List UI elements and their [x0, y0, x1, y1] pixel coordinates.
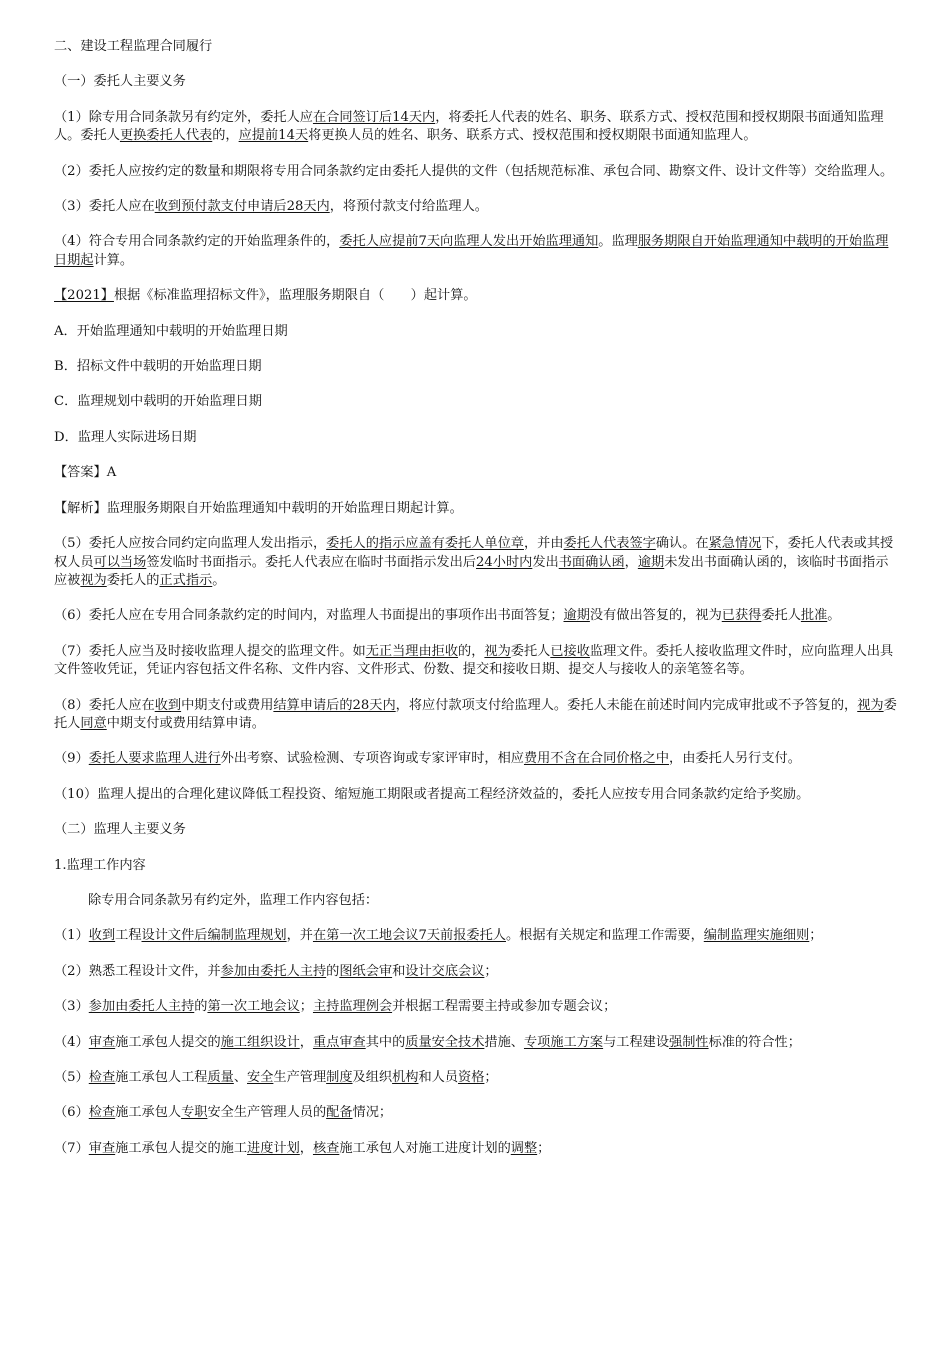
- text-run: 外出考察、试验检测、专项咨询或专家评审时，相应: [220, 751, 524, 767]
- text-run: 其中的: [365, 1034, 406, 1050]
- paragraph: [54, 38, 898, 56]
- text-run: 施工承包人工程: [115, 1070, 208, 1085]
- text-run: 监理文件。委托人接收监理文件时，应向监理人出具文件签收凭证，凭证内容包括文件名称、文件内容、文件形式、份数、提交和接收日期、提交人与接收人的亲笔签名等。: [54, 643, 894, 678]
- text-run: 的: [194, 999, 208, 1015]
- underlined-text: 视为: [484, 643, 511, 659]
- text-run: C．监理规划中载明的开始监理日期: [54, 394, 262, 410]
- text-run: （4）: [54, 1034, 89, 1050]
- paragraph: [54, 287, 898, 305]
- underlined-text: 机构: [392, 1070, 419, 1085]
- underlined-text: 24小时内: [476, 554, 533, 570]
- underlined-text: 费用不含在合同价格之中: [523, 751, 670, 767]
- text-run: 委托人: [54, 697, 897, 731]
- text-run: 中期支付或费用: [181, 697, 274, 713]
- underlined-text: 应提前14天: [238, 128, 309, 144]
- paragraph: [54, 163, 898, 181]
- text-run: （二）监理人主要义务: [54, 822, 186, 838]
- paragraph: [54, 1069, 898, 1087]
- text-run: （9）: [54, 751, 89, 767]
- underlined-text: 收到: [88, 928, 116, 944]
- underlined-text: 第一次工地会议: [207, 999, 300, 1015]
- underlined-text: 视为: [80, 572, 107, 588]
- underlined-text: 专项施工方案: [523, 1034, 604, 1050]
- text-run: 施工承包人提交的: [115, 1034, 221, 1050]
- underlined-text: 委托人要求监理人进行: [88, 751, 221, 767]
- paragraph: [54, 429, 898, 447]
- underlined-text: 书面确认函: [558, 554, 625, 570]
- text-run: 施工承包人提交的施工: [115, 1140, 248, 1156]
- text-run: ，将预付款支付给监理人。: [329, 199, 488, 215]
- text-run: A．开始监理通知中载明的开始监理日期: [54, 323, 288, 339]
- text-run: 二、建设工程监理合同履行: [54, 39, 213, 54]
- underlined-text: 逾期: [563, 608, 590, 624]
- text-run: 将更换人员的姓名、职务、联系方式、授权范围和授权期限书面通知监理人。: [308, 128, 757, 144]
- underlined-text: 设计交底会议: [405, 963, 485, 979]
- paragraph: [54, 358, 898, 376]
- text-run: 的，: [212, 128, 239, 144]
- underlined-text: 批准: [800, 608, 828, 624]
- underlined-text: 结算申请后的28天内: [273, 697, 396, 713]
- text-run: （2）熟悉工程设计文件，并: [54, 963, 221, 979]
- text-run: 及组织: [352, 1070, 393, 1085]
- underlined-text: 委托人代表签字: [563, 536, 656, 552]
- paragraph: [54, 1034, 898, 1052]
- underlined-text: 重点审查: [312, 1034, 366, 1050]
- text-run: 安全生产管理人员的: [207, 1105, 327, 1121]
- text-run: 【答案】A: [54, 465, 117, 481]
- underlined-text: 在合同签订后14天内: [312, 109, 436, 125]
- underlined-text: 已接收: [550, 643, 590, 659]
- text-run: 、: [233, 1070, 248, 1085]
- text-run: B．招标文件中载明的开始监理日期: [54, 359, 262, 375]
- underlined-text: 收到预付款支付申请后28天内: [154, 199, 330, 215]
- underlined-text: 在第一次工地会议7天前报委托人: [312, 928, 506, 944]
- text-run: 工程: [115, 928, 142, 944]
- underlined-text: 检查: [88, 1105, 116, 1121]
- paragraph: [54, 892, 898, 910]
- underlined-text: 专职: [181, 1105, 208, 1121]
- underlined-text: 收到: [154, 697, 182, 713]
- text-run: （3）委托人应在: [54, 199, 155, 215]
- text-run: ；: [809, 928, 823, 944]
- paragraph: [54, 535, 898, 590]
- underlined-text: 进度计划: [247, 1140, 300, 1156]
- underlined-text: 参加由委托人主持: [220, 963, 327, 979]
- text-run: 。监理: [598, 234, 638, 250]
- paragraph: [54, 697, 898, 734]
- underlined-text: 检查: [88, 1070, 116, 1085]
- paragraph: [54, 998, 898, 1016]
- underlined-text: 施工组织设计: [220, 1034, 300, 1050]
- underlined-text: 可以当场: [93, 554, 147, 570]
- text-run: 计算。: [93, 252, 134, 268]
- text-run: 的，: [458, 643, 485, 659]
- paragraph: [54, 233, 898, 270]
- text-run: 和人员: [418, 1070, 459, 1085]
- text-run: （6）委托人应在专用合同条款约定的时间内，对监理人书面提出的事项作出书面答复；: [54, 608, 564, 624]
- text-run: 措施、: [484, 1034, 524, 1050]
- underlined-text: 服务期限自开始监理通知中载明的开始监理日期起: [54, 234, 889, 268]
- text-run: 1.监理工作内容: [54, 857, 146, 873]
- underlined-text: 逾期: [637, 554, 665, 570]
- text-run: （4）符合专用合同条款约定的开始监理条件的，: [54, 234, 340, 250]
- underlined-text: 核查: [312, 1140, 340, 1156]
- paragraph: [54, 393, 898, 411]
- text-run: 施工承包人: [115, 1105, 182, 1121]
- text-run: ，: [299, 1140, 313, 1156]
- underlined-text: 制度: [326, 1070, 353, 1085]
- underlined-text: 参加由委托人主持: [88, 999, 195, 1015]
- text-run: ，: [299, 1034, 313, 1050]
- text-run: （10）监理人提出的合理化建议降低工程投资、缩短施工期限或者提高工程经济效益的，委托人应按专用合同条款约定给予奖励。: [54, 786, 810, 802]
- text-run: ，并: [286, 928, 313, 944]
- paragraph: [54, 786, 898, 804]
- paragraph: [54, 821, 898, 839]
- underlined-text: 配备: [326, 1105, 353, 1121]
- text-run: 下，委托人代表或其授权人员: [54, 536, 894, 570]
- text-run: 并根据工程需要主持或参加专题会议；: [392, 999, 617, 1015]
- underlined-text: 质量: [207, 1070, 234, 1085]
- text-run: 和: [392, 963, 406, 979]
- underlined-text: 编制监理实施细则: [703, 928, 810, 944]
- underlined-text: 【2021】: [54, 288, 114, 304]
- text-run: 标准的符合性；: [708, 1034, 801, 1050]
- text-run: （6）: [54, 1105, 89, 1121]
- text-run: （一）委托人主要义务: [54, 74, 186, 90]
- underlined-text: 安全: [247, 1070, 274, 1085]
- underlined-text: 主持监理例会: [312, 999, 393, 1015]
- text-run: （1）: [54, 928, 89, 944]
- underlined-text: 图纸会审: [339, 963, 393, 979]
- underlined-text: 已获得: [721, 608, 762, 624]
- underlined-text: 质量安全技术: [405, 1034, 485, 1050]
- paragraph: [54, 750, 898, 768]
- underlined-text: 审查: [88, 1034, 116, 1050]
- text-run: （1）除专用合同条款另有约定外，委托人应: [54, 109, 313, 125]
- text-run: ，: [624, 554, 638, 570]
- text-run: 。根据有关规定和监理工作需要，: [505, 928, 704, 944]
- underlined-text: 审查: [88, 1140, 116, 1156]
- underlined-text: 正式指示: [159, 572, 213, 588]
- text-run: ，将应付款项支付给监理人。委托人未能在前述时间内完成审批或不予答复的，: [395, 697, 858, 713]
- text-run: 。: [212, 572, 226, 588]
- text-run: （8）委托人应在: [54, 697, 155, 713]
- text-run: 的: [326, 963, 340, 979]
- underlined-text: 委托人应提前7天向监理人发出开始监理通知: [339, 234, 599, 250]
- paragraph: [54, 1140, 898, 1158]
- text-run: （2）委托人应按约定的数量和期限将专用合同条款约定由委托人提供的文件（包括规范标准、承包合同、勘察文件、设计文件等）交给监理人。: [54, 163, 894, 179]
- underlined-text: 视为: [857, 697, 884, 713]
- text-run: 发出: [532, 554, 559, 570]
- text-run: （5）: [54, 1070, 89, 1085]
- underlined-text: 更换委托人代表: [119, 128, 213, 144]
- text-run: 没有做出答复的，视为: [589, 608, 722, 624]
- text-run: ；: [537, 1140, 551, 1156]
- text-run: （7）委托人应当及时接收监理人提交的监理文件。如: [54, 643, 366, 659]
- paragraph: [54, 73, 898, 91]
- paragraph: [54, 323, 898, 341]
- paragraph: [54, 643, 898, 680]
- text-run: （3）: [54, 999, 89, 1015]
- text-run: （7）: [54, 1140, 89, 1156]
- paragraph: [54, 109, 898, 146]
- underlined-text: 强制性: [669, 1034, 709, 1050]
- text-run: ；: [484, 1070, 498, 1085]
- underlined-text: 紧急情况: [708, 536, 762, 552]
- text-run: 施工承包人对施工进度计划的: [339, 1140, 511, 1156]
- text-run: 委托人的: [106, 572, 160, 588]
- text-run: 委托人: [761, 608, 801, 624]
- text-run: 生产管理: [273, 1070, 327, 1085]
- text-run: 根据《标准监理招标文件》，监理服务期限自（ ）起计算。: [113, 288, 477, 304]
- paragraph: [54, 1104, 898, 1122]
- paragraph: [54, 500, 898, 518]
- paragraph: [54, 927, 898, 945]
- text-run: D．监理人实际进场日期: [54, 429, 197, 445]
- text-run: 【解析】监理服务期限自开始监理通知中载明的开始监理日期起计算。: [54, 500, 463, 516]
- text-run: 情况；: [352, 1105, 393, 1121]
- text-run: 与工程建设: [603, 1034, 670, 1050]
- text-run: 。: [827, 608, 841, 624]
- text-run: 确认。在: [655, 536, 709, 552]
- text-run: （5）委托人应按合同约定向监理人发出指示，: [54, 536, 327, 552]
- text-run: 中期支付或费用结算申请。: [106, 715, 265, 731]
- text-run: ，由委托人另行支付。: [669, 751, 801, 767]
- underlined-text: 无正当理由拒收: [365, 643, 459, 659]
- paragraph: [54, 963, 898, 981]
- underlined-text: 资格: [458, 1070, 485, 1085]
- text-run: ，将委托人代表的姓名、职务、联系方式、授权范围和授权期限书面通知监理人。委托人: [54, 109, 884, 144]
- underlined-text: 调整: [510, 1140, 538, 1156]
- text-run: 委托人: [510, 643, 551, 659]
- paragraph: [54, 198, 898, 216]
- paragraph: [54, 607, 898, 625]
- paragraph: [54, 857, 898, 875]
- text-run: 未发出书面确认函的，该临时书面指示应被: [54, 554, 889, 588]
- paragraph: [54, 464, 898, 482]
- underlined-text: 同意: [80, 715, 107, 731]
- text-run: ；: [299, 999, 313, 1015]
- text-run: ；: [484, 963, 498, 979]
- text-run: 签发临时书面指示。委托人代表应在临时书面指示发出后: [146, 554, 476, 570]
- underlined-text: 设计文件后编制监理规划: [141, 928, 287, 944]
- text-run: ，并由: [523, 536, 564, 552]
- text-run: 除专用合同条款另有约定外，监理工作内容包括：: [88, 892, 379, 908]
- underlined-text: 委托人的指示应盖有委托人单位章: [326, 536, 524, 552]
